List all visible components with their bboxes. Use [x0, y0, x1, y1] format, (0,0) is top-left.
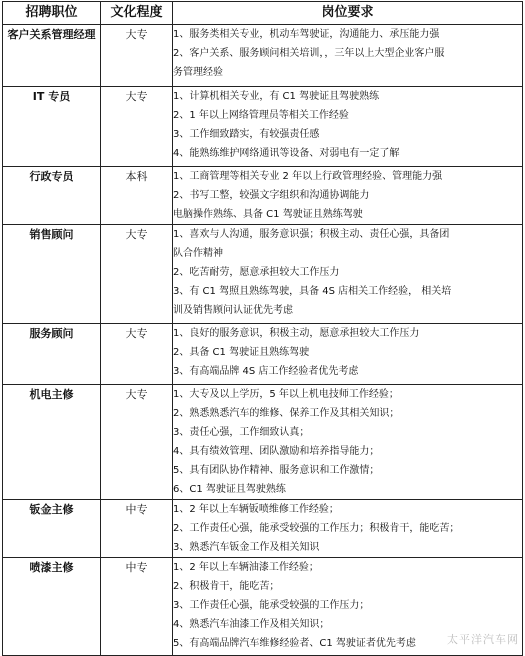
- requirements-cell: [173, 87, 523, 167]
- requirement-line: 2、工作责任心强，能承受较强的工作压力；积极肯干，能吃苦；: [173, 523, 460, 534]
- header-row: [3, 2, 523, 25]
- requirement-line: 2、客户关系、服务顾问相关培训，，三年以上大型企业客户服: [173, 48, 445, 59]
- requirement-line: 1、良好的服务意识，积极主动，愿意承担较大工作压力: [173, 328, 420, 339]
- requirements-cell: [173, 324, 523, 385]
- header-position: 招聘职位: [3, 2, 101, 25]
- education-cell: 大专: [101, 87, 173, 167]
- requirement-line: 电脑操作熟练、具备 C1 驾驶证且熟练驾驶: [173, 209, 363, 220]
- requirements-cell: [173, 25, 523, 87]
- header-requirements: 岗位要求: [173, 2, 523, 25]
- position-cell: 喷漆主修: [3, 558, 101, 656]
- requirement-line: 1、计算机相关专业，有 C1 驾驶证且驾驶熟练: [173, 91, 380, 102]
- requirement-line: 1、2 年以上车辆钣喷维修工作经验；: [173, 504, 339, 515]
- position-cell: 钣金主修: [3, 500, 101, 558]
- requirement-line: 2、具备 C1 驾驶证且熟练驾驶: [173, 347, 310, 358]
- position-cell: 行政专员: [3, 167, 101, 225]
- position-cell: 客户关系管理经理: [3, 25, 101, 87]
- requirement-line: 4、能熟练维护网络通讯等设备、对弱电有一定了解: [173, 148, 400, 159]
- requirements-cell: [173, 500, 523, 558]
- education-cell: 大专: [101, 385, 173, 500]
- table-row: [3, 87, 523, 167]
- education-cell: 中专: [101, 500, 173, 558]
- requirement-line: 1、工商管理等相关专业 2 年以上行政管理经验、管理能力强: [173, 171, 443, 182]
- position-cell: 销售顾问: [3, 225, 101, 324]
- education-cell: 本科: [101, 167, 173, 225]
- position-cell: 服务顾问: [3, 324, 101, 385]
- requirements-cell: [173, 225, 523, 324]
- education-cell: 大专: [101, 25, 173, 87]
- education-cell: 大专: [101, 324, 173, 385]
- requirements-cell: [173, 385, 523, 500]
- requirement-line: 2、1 年以上网络管理员等相关工作经验: [173, 110, 349, 121]
- requirement-line: 2、积极肯干，能吃苦；: [173, 581, 280, 592]
- requirement-line: 3、责任心强，工作细致认真；: [173, 427, 310, 438]
- requirement-line: 1、大专及以上学历，5 年以上机电技师工作经验；: [173, 389, 399, 400]
- table-row: [3, 385, 523, 500]
- requirement-line: 4、具有绩效管理、团队激励和培养指导能力；: [173, 446, 380, 457]
- requirement-line: 务管理经验: [173, 67, 223, 78]
- requirement-line: 3、工作责任心强，能承受较强的工作压力；: [173, 600, 370, 611]
- position-cell: IT 专员: [3, 87, 101, 167]
- requirement-line: 4、熟悉汽车油漆工作及相关知识；: [173, 619, 330, 630]
- requirement-line: 1、喜欢与人沟通，服务意识强；积极主动、责任心强，具备团: [173, 229, 450, 240]
- requirement-line: 3、熟悉汽车钣金工作及相关知识: [173, 542, 320, 553]
- table-row: [3, 225, 523, 324]
- requirement-line: 2、书写工整，较强文字组织和沟通协调能力: [173, 190, 370, 201]
- table-row: [3, 167, 523, 225]
- requirement-line: 3、工作细致踏实，有较强责任感: [173, 129, 320, 140]
- recruitment-table: [2, 1, 523, 656]
- requirement-line: 1、2 年以上车辆油漆工作经验；: [173, 562, 319, 573]
- position-cell: 机电主修: [3, 385, 101, 500]
- requirement-line: 3、有 C1 驾照且熟练驾驶，具备 4S 店相关工作经验， 相关培: [173, 286, 452, 297]
- requirement-line: 队合作精神: [173, 248, 223, 259]
- requirement-line: 1、服务类相关专业，机动车驾驶证，沟通能力、承压能力强: [173, 29, 440, 40]
- requirement-line: 训及销售顾问认证优先考虑: [173, 305, 293, 316]
- requirement-line: 5、具有团队协作精神、服务意识和工作激情；: [173, 465, 380, 476]
- requirement-line: 3、有高端品牌 4S 店工作经验者优先考虑: [173, 366, 359, 377]
- table-row: [3, 25, 523, 87]
- education-cell: 中专: [101, 558, 173, 656]
- requirement-line: 5、有高端品牌汽车维修经验者、C1 驾驶证者优先考虑: [173, 638, 416, 649]
- watermark: 太平洋汽车网: [447, 633, 519, 646]
- requirement-line: 2、吃苦耐劳，愿意承担较大工作压力: [173, 267, 340, 278]
- table-row: [3, 500, 523, 558]
- header-education: 文化程度: [101, 2, 173, 25]
- table-row: [3, 558, 523, 656]
- table-row: [3, 324, 523, 385]
- requirement-line: 2、熟悉熟悉汽车的维修、保养工作及其相关知识；: [173, 408, 400, 419]
- requirement-line: 6、C1 驾驶证且驾驶熟练: [173, 484, 286, 495]
- requirements-cell: [173, 167, 523, 225]
- education-cell: 大专: [101, 225, 173, 324]
